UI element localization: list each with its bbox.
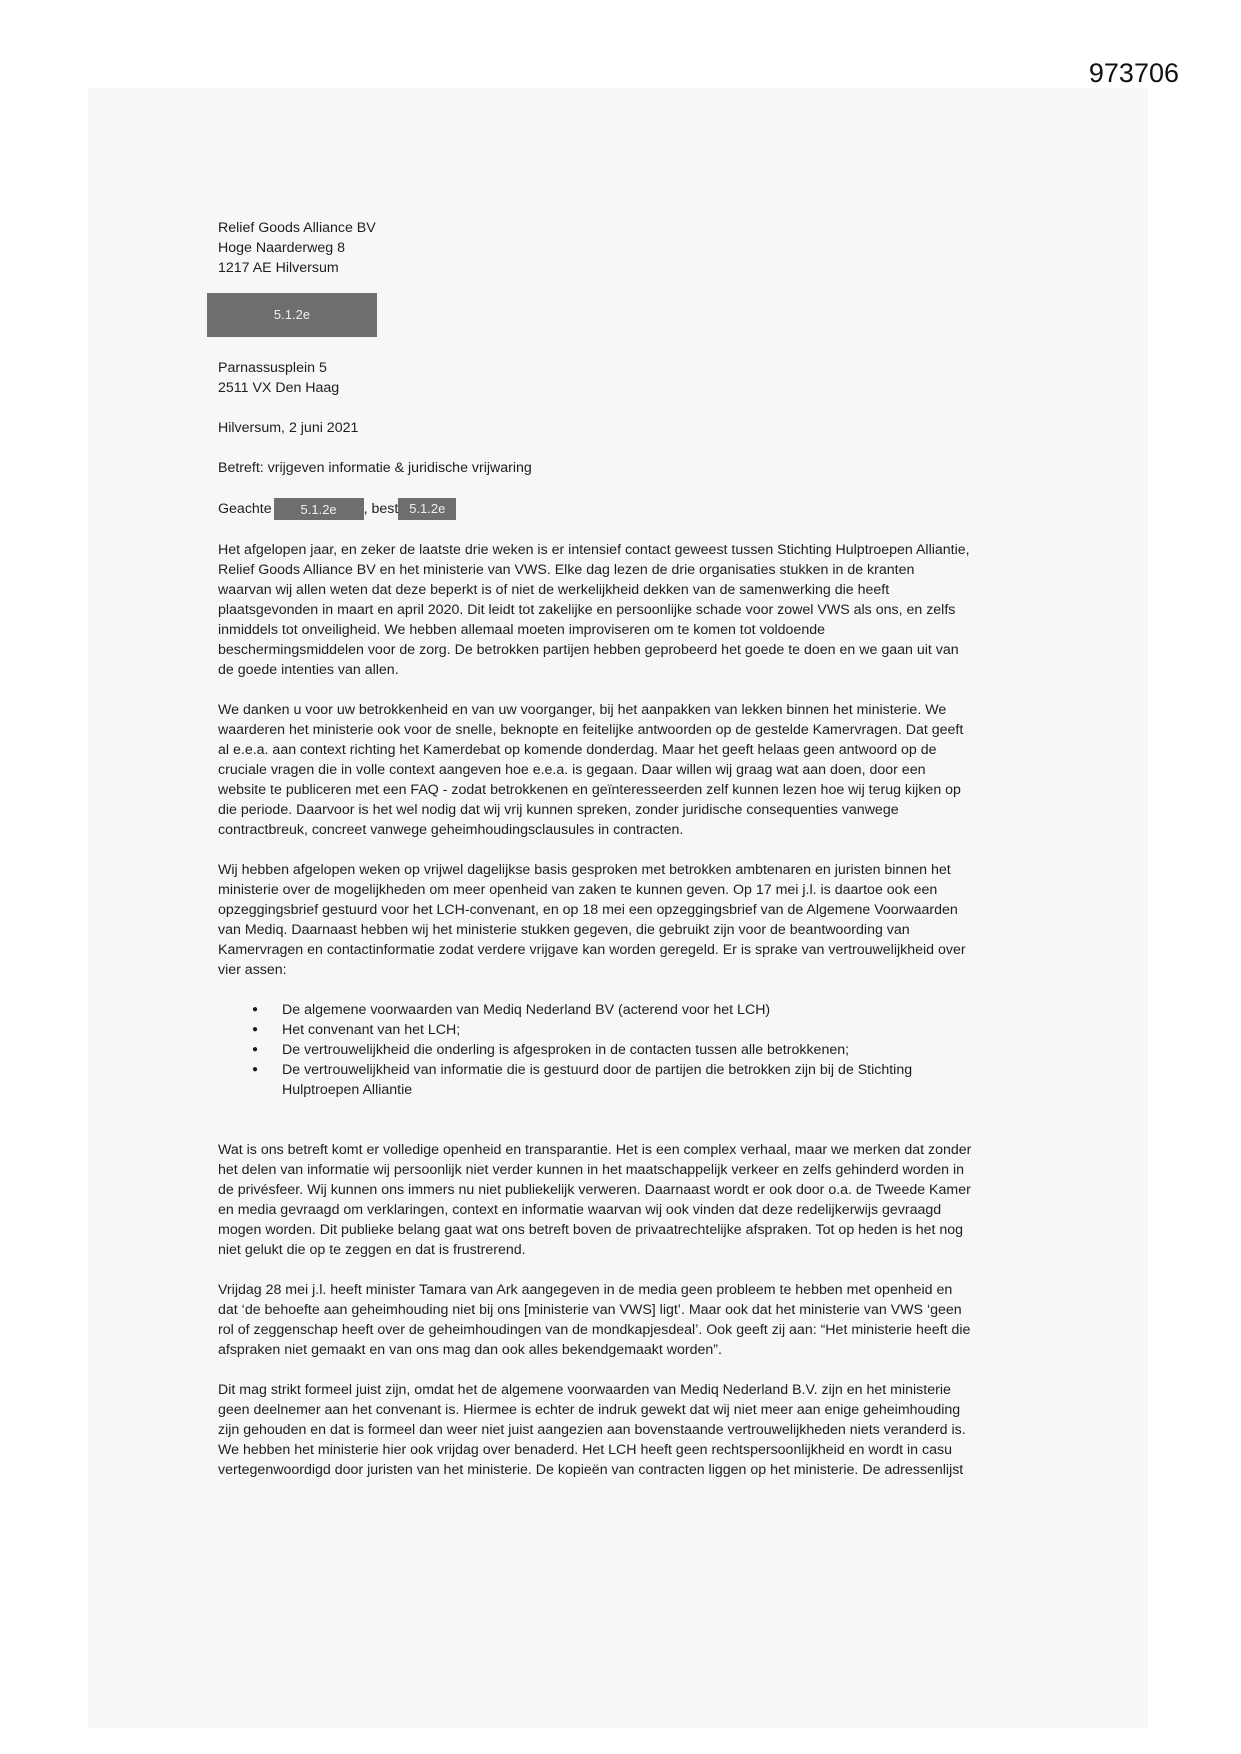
list-item	[218, 1060, 1033, 1100]
text-line: dat ‘de behoefte aan geheimhouding niet bij ons [ministerie van VWS] ligt’. Maar ook dat het ministerie van VWS ‘geen	[218, 1302, 962, 1318]
salutation-prefix: Geachte	[218, 501, 272, 517]
recipient-line: Parnassusplein 5	[218, 360, 327, 376]
paragraph-6	[218, 1380, 1033, 1480]
text-line: vier assen:	[218, 962, 287, 978]
text-line: al e.e.a. aan context richting het Kamerdebat op komende donderdag. Maar het geeft helaas geen antwoord op de	[218, 742, 937, 758]
date-line: Hilversum, 2 juni 2021	[218, 420, 359, 436]
letter-body	[218, 218, 1033, 1500]
text-line: zijn gehouden en dat is formeel dan weer niet juist aangezien aan bovenstaande vertrouwelijkheden niets veranderd is.	[218, 1422, 966, 1438]
text-line: opzeggingsbrief gestuurd voor het LCH-convenant, en op 18 mei een opzeggingsbrief van de Algemene Voorwaarden	[218, 902, 958, 918]
text-line: vertegenwoordigd door juristen van het ministerie. De kopieën van contracten liggen op het ministerie. De adressenlijst	[218, 1462, 964, 1478]
text-line: Hulptroepen Alliantie	[282, 1082, 413, 1098]
redaction-recipient-name: 5.1.2e	[207, 293, 377, 337]
text-line: de goede intenties van allen.	[218, 662, 399, 678]
text-line: ● De algemene voorwaarden van Mediq Nederland BV (acterend voor het LCH)	[282, 1002, 771, 1018]
text-line: ministerie over de mogelijkheden om meer openheid van zaken te kunnen geven. Op 17 mei j.l. is daartoe ook een	[218, 882, 938, 898]
redaction-salutation-2: 5.1.2e	[398, 498, 456, 520]
sender-address	[218, 218, 1033, 278]
text-line: ● De vertrouwelijkheid van informatie die is gestuurd door de partijen die betrokken zijn bij de Stichting	[282, 1062, 913, 1078]
sender-line: Relief Goods Alliance BV	[218, 220, 376, 236]
list-item	[218, 1020, 1033, 1040]
list-item	[218, 1000, 1033, 1020]
text-line: We danken u voor uw betrokkenheid en van uw voorganger, bij het aanpakken van lekken binnen het ministerie. We	[218, 702, 947, 718]
text-line: contractbreuk, concreet vanwege geheimhoudingsclausules in contracten.	[218, 822, 684, 838]
salutation-middle: , best	[363, 501, 399, 517]
paragraph-1	[218, 540, 1033, 680]
text-line: en media gevraagd om verklaringen, context en informatie waarvan wij ook vinden dat deze redelijkerwijs gevraagd	[218, 1202, 942, 1218]
text-line: beschermingsmiddelen voor de zorg. De betrokken partijen hebben geprobeerd het goede te doen en we gaan uit van	[218, 642, 959, 658]
text-line: waarderen het ministerie ook voor de snelle, beknopte en feitelijke antwoorden op de gestelde Kamervragen. Dat geeft	[218, 722, 964, 738]
text-line: ● De vertrouwelijkheid die onderling is afgesproken in de contacten tussen alle betrokkenen;	[282, 1042, 850, 1058]
confidentiality-list	[218, 1000, 1033, 1100]
text-line: Kamervragen en contactinformatie zodat verdere vrijgave kan worden geregeld. Er is sprake van vertrouwelijkheid over	[218, 942, 966, 958]
text-line: We hebben het ministerie hier ook vrijdag over benaderd. Het LCH heeft geen rechtspersoonlijkheid en wordt in casu	[218, 1442, 952, 1458]
text-line: website te publiceren met een FAQ - zodat betrokkenen en geïnteresseerden zelf kunnen lezen hoe wij terug kijken op	[218, 782, 961, 798]
recipient-line: 2511 VX Den Haag	[218, 380, 340, 396]
recipient-name-spacer	[218, 298, 1033, 358]
text-line: ● Het convenant van het LCH;	[282, 1022, 461, 1038]
text-line: rol of zeggenschap heeft over de geheimhoudingen van de mondkapjesdeal’. Ook geeft zij aan: “Het ministerie heeft die	[218, 1322, 971, 1338]
text-line: die periode. Daarvoor is het wel nodig dat wij vrij kunnen spreken, zonder juridische consequenties vanwege	[218, 802, 899, 818]
recipient-address	[218, 358, 1033, 398]
text-line: plaatsgevonden in maart en april 2020. Dit leidt tot zakelijke en persoonlijke schade voor zowel VWS als ons, en zelfs	[218, 602, 956, 618]
text-line: afspraken niet gemaakt en van ons mag dan ook alles bekendgemaakt worden”.	[218, 1342, 722, 1358]
redaction-salutation-1: 5.1.2e	[274, 498, 364, 520]
text-line: niet gelukt die op te zeggen en dat is frustrerend.	[218, 1242, 526, 1258]
text-line: het delen van informatie wij persoonlijk niet verder kunnen in het maatschappelijk verkeer en zelfs gehinderd worden in	[218, 1162, 965, 1178]
paragraph-3	[218, 860, 1033, 980]
salutation	[218, 498, 1033, 520]
text-line: Wij hebben afgelopen weken op vrijwel dagelijkse basis gesproken met betrokken ambtenaren en juristen binnen het	[218, 862, 951, 878]
text-line: Vrijdag 28 mei j.l. heeft minister Tamara van Ark aangegeven in de media geen probleem te hebben met openheid en	[218, 1282, 953, 1298]
document-number: 973706	[1088, 58, 1179, 88]
text-line: Wat is ons betreft komt er volledige openheid en transparantie. Het is een complex verhaal, maar we merken dat zonder	[218, 1142, 972, 1158]
text-line: inmiddels tot onveiligheid. We hebben allemaal moeten improviseren om te komen tot voldoende	[218, 622, 825, 638]
text-line: van Mediq. Daarnaast hebben wij het ministerie stukken gegeven, die gebruikt zijn voor de beantwoording van	[218, 922, 910, 938]
sender-line: Hoge Naarderweg 8	[218, 240, 345, 256]
paragraph-4	[218, 1140, 1033, 1260]
text-line: Het afgelopen jaar, en zeker de laatste drie weken is er intensief contact geweest tussen Stichting Hulptroepen Alliantie,	[218, 542, 970, 558]
text-line: Dit mag strikt formeel juist zijn, omdat het de algemene voorwaarden van Mediq Nederland B.V. zijn en het ministerie	[218, 1382, 951, 1398]
paragraph-2	[218, 700, 1033, 840]
list-item	[218, 1040, 1033, 1060]
text-line: Relief Goods Alliance BV en het ministerie van VWS. Elke dag lezen de drie organisaties stukken in de kranten	[218, 562, 915, 578]
paragraph-5	[218, 1280, 1033, 1360]
text-line: mogen worden. Dit publieke belang gaat wat ons betreft boven de privaatrechtelijke afspraken. Tot op heden is het nog	[218, 1222, 964, 1238]
sender-line: 1217 AE Hilversum	[218, 260, 339, 276]
text-line: cruciale vragen die in volle context aangeven hoe e.e.a. is gegaan. Daar willen wij graag wat aan doen, door een	[218, 762, 926, 778]
text-line: waarvan wij allen weten dat deze beperkt is of niet de werkelijkheid dekken van de samenwerking die heeft	[218, 582, 890, 598]
subject-line: Betreft: vrijgeven informatie & juridische vrijwaring	[218, 460, 532, 476]
text-line: geen deelnemer aan het convenant is. Hiermee is echter de indruk gewekt dat wij niet meer aan enige geheimhouding	[218, 1402, 961, 1418]
text-line: de privésfeer. Wij kunnen ons immers nu niet publiekelijk verweren. Daarnaast wordt er ook door o.a. de Tweede Kamer	[218, 1182, 971, 1198]
